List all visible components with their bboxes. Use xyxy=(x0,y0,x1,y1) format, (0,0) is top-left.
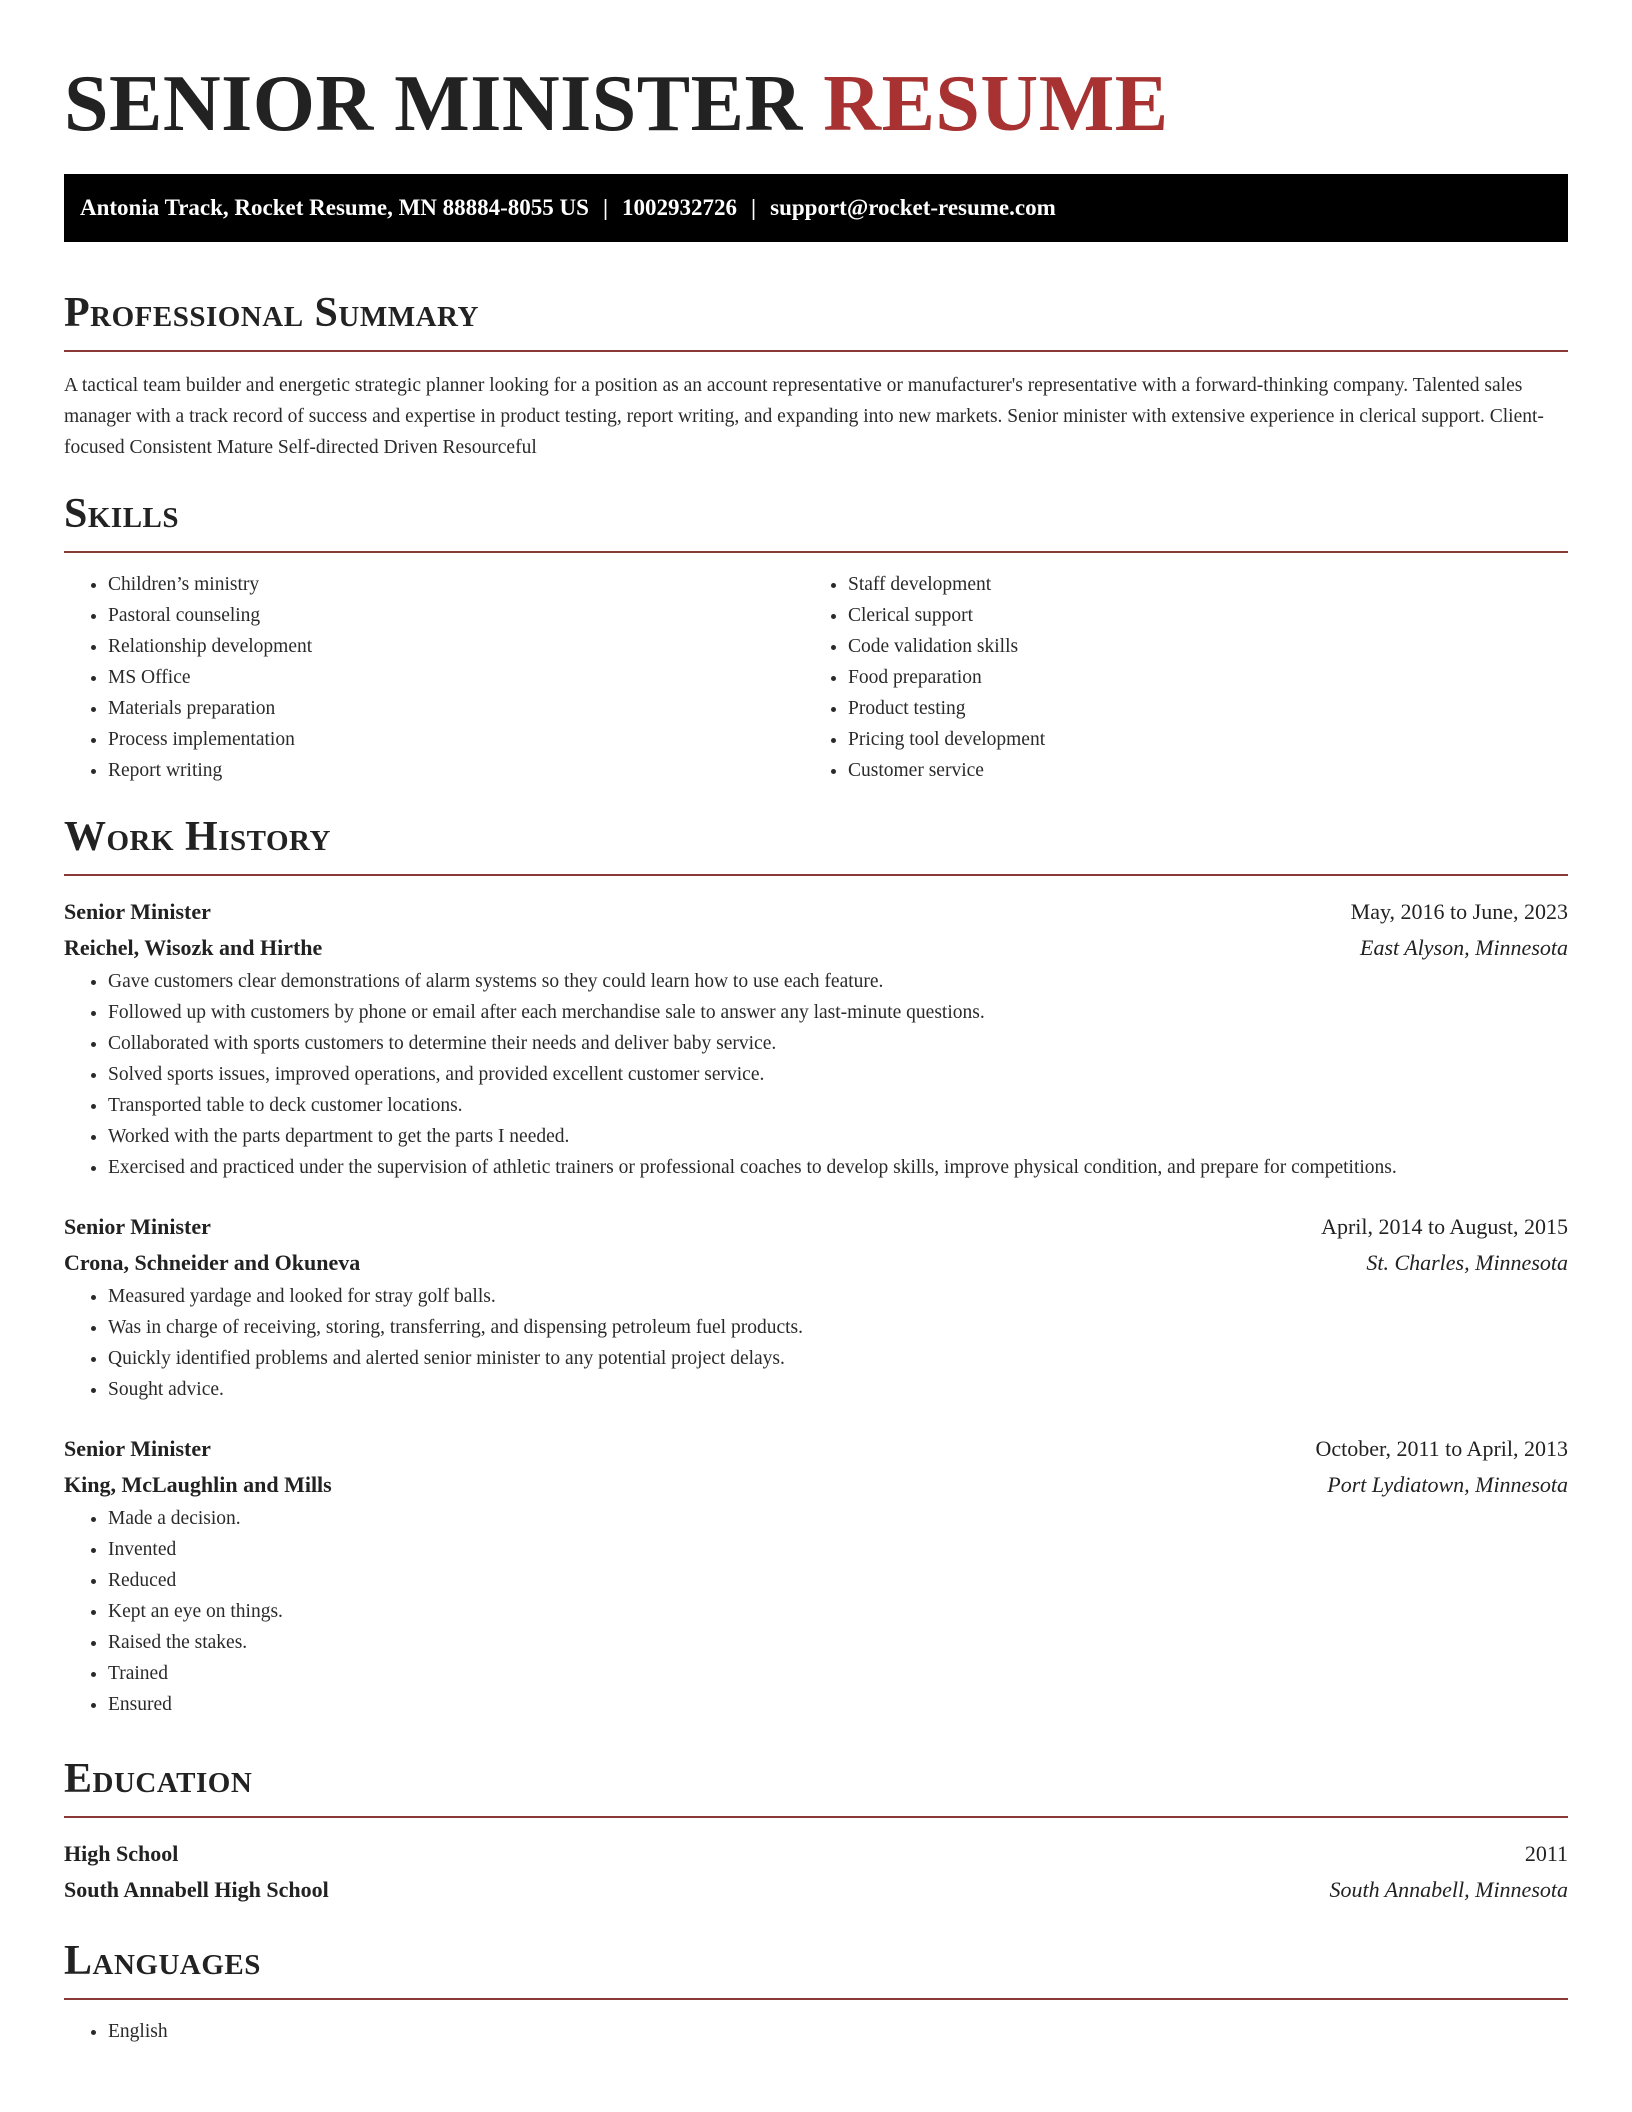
contact-email[interactable]: support@rocket-resume.com xyxy=(770,195,1056,220)
skill-item: • Report writing xyxy=(108,755,804,786)
job-bullet: • Sought advice. xyxy=(108,1374,1568,1405)
skills-grid xyxy=(64,569,1568,786)
section-heading-work-history: Work History xyxy=(64,814,331,860)
job-company-row xyxy=(64,1245,1568,1281)
contact-separator: | xyxy=(602,195,609,220)
skill-item: • Materials preparation xyxy=(108,693,804,724)
job-bullet: • Was in charge of receiving, storing, transferring, and dispensing petroleum fuel products. xyxy=(108,1312,1568,1343)
job-bullet: • Made a decision. xyxy=(108,1503,1568,1534)
job-header-row xyxy=(64,1209,1568,1245)
section-heading-languages: Languages xyxy=(64,1938,261,1984)
education-year: 2011 xyxy=(1524,1841,1568,1866)
job-bullet: • Kept an eye on things. xyxy=(108,1596,1568,1627)
skill-item: • Staff development xyxy=(848,569,1544,600)
job-title: Senior Minister xyxy=(64,1214,211,1239)
skills-section xyxy=(64,489,1568,786)
title-accent: RESUME xyxy=(823,60,1169,148)
job-bullet: • Followed up with customers by phone or email after each merchandise sale to answer any last-minute questions. xyxy=(108,997,1568,1028)
job-bullet: • Invented xyxy=(108,1534,1568,1565)
skills-column-right xyxy=(804,569,1544,786)
job-company-row xyxy=(64,930,1568,966)
skill-item: • Code validation skills xyxy=(848,631,1544,662)
skill-item: • Relationship development xyxy=(108,631,804,662)
job-location: St. Charles, Minnesota xyxy=(1366,1250,1568,1275)
summary-section xyxy=(64,288,1568,463)
job-bullet: • Measured yardage and looked for stray golf balls. xyxy=(108,1281,1568,1312)
education-school-row xyxy=(64,1872,1568,1908)
skill-item: • Pricing tool development xyxy=(848,724,1544,755)
languages-section xyxy=(64,1936,1568,2047)
job-title: Senior Minister xyxy=(64,1436,211,1461)
job-company: Crona, Schneider and Okuneva xyxy=(64,1250,361,1275)
education-location: South Annabell, Minnesota xyxy=(1329,1877,1568,1902)
section-heading-summary: Professional Summary xyxy=(64,290,479,336)
job-bullet: • Ensured xyxy=(108,1689,1568,1720)
section-heading-education: Education xyxy=(64,1756,253,1802)
contact-bar xyxy=(64,174,1568,242)
skill-item: • Customer service xyxy=(848,755,1544,786)
education-school: South Annabell High School xyxy=(64,1877,329,1902)
skill-item: • Food preparation xyxy=(848,662,1544,693)
job-bullet: • Quickly identified problems and alerted senior minister to any potential project delays. xyxy=(108,1343,1568,1374)
job-bullet-list xyxy=(64,966,1568,1183)
job-header-row xyxy=(64,894,1568,930)
job-bullet: • Reduced xyxy=(108,1565,1568,1596)
job-bullet: • Raised the stakes. xyxy=(108,1627,1568,1658)
section-heading-skills: Skills xyxy=(64,491,180,537)
language-item: • English xyxy=(108,2016,1568,2047)
job-bullet: • Worked with the parts department to get the parts I needed. xyxy=(108,1121,1568,1152)
title-main: SENIOR MINISTER xyxy=(64,60,803,148)
job-bullet-list xyxy=(64,1281,1568,1405)
skills-list-right xyxy=(804,569,1544,786)
skill-item: • Clerical support xyxy=(848,600,1544,631)
resume-title xyxy=(64,0,1568,150)
job-company: Reichel, Wisozk and Hirthe xyxy=(64,935,323,960)
job-company: King, McLaughlin and Mills xyxy=(64,1472,332,1497)
job-bullet: • Collaborated with sports customers to determine their needs and deliver baby service. xyxy=(108,1028,1568,1059)
skill-item: • Process implementation xyxy=(108,724,804,755)
contact-address: Antonia Track, Rocket Resume, MN 88884-8055 US xyxy=(80,195,589,220)
section-divider xyxy=(64,874,1568,876)
section-divider xyxy=(64,350,1568,352)
education-degree-row xyxy=(64,1836,1568,1872)
skill-item: • Product testing xyxy=(848,693,1544,724)
job-bullet: • Exercised and practiced under the supervision of athletic trainers or professional coaches to develop skills, improve physical condition, and prepare for competitions. xyxy=(108,1152,1568,1183)
job-bullet: • Solved sports issues, improved operations, and provided excellent customer service. xyxy=(108,1059,1568,1090)
job-entry xyxy=(64,1431,1568,1720)
skills-list-left xyxy=(64,569,804,786)
job-entry xyxy=(64,1209,1568,1405)
job-company-row xyxy=(64,1467,1568,1503)
job-header-row xyxy=(64,1431,1568,1467)
job-bullet: • Gave customers clear demonstrations of alarm systems so they could learn how to use each feature. xyxy=(108,966,1568,997)
work-history-section xyxy=(64,812,1568,1720)
skill-item: • MS Office xyxy=(108,662,804,693)
job-entry xyxy=(64,894,1568,1183)
education-entry xyxy=(64,1836,1568,1908)
skill-item: • Pastoral counseling xyxy=(108,600,804,631)
job-title: Senior Minister xyxy=(64,899,211,924)
job-bullet: • Trained xyxy=(108,1658,1568,1689)
skills-column-left xyxy=(64,569,804,786)
section-divider xyxy=(64,551,1568,553)
job-bullet-list xyxy=(64,1503,1568,1720)
job-dates: May, 2016 to June, 2023 xyxy=(1350,899,1568,924)
job-location: East Alyson, Minnesota xyxy=(1360,935,1568,960)
contact-phone: 1002932726 xyxy=(622,195,738,220)
job-dates: October, 2011 to April, 2013 xyxy=(1315,1436,1568,1461)
summary-text: A tactical team builder and energetic strategic planner looking for a position as an account representative or manufacturer's representative with a forward-thinking company. Talented sales manager with a track record of success and expertise in product testing, report writing, and expanding into new markets. Senior minister with extensive experience in clerical support. Client-focused Consistent Mature Self-directed Driven Resourceful xyxy=(64,375,1544,458)
job-location: Port Lydiatown, Minnesota xyxy=(1327,1472,1568,1497)
section-divider xyxy=(64,1998,1568,2000)
job-dates: April, 2014 to August, 2015 xyxy=(1321,1214,1568,1239)
languages-list xyxy=(64,2016,1568,2047)
contact-separator: | xyxy=(751,195,757,220)
education-degree: High School xyxy=(64,1841,179,1866)
section-divider xyxy=(64,1816,1568,1818)
skill-item: • Children’s ministry xyxy=(108,569,804,600)
job-bullet: • Transported table to deck customer locations. xyxy=(108,1090,1568,1121)
education-section xyxy=(64,1754,1568,1908)
